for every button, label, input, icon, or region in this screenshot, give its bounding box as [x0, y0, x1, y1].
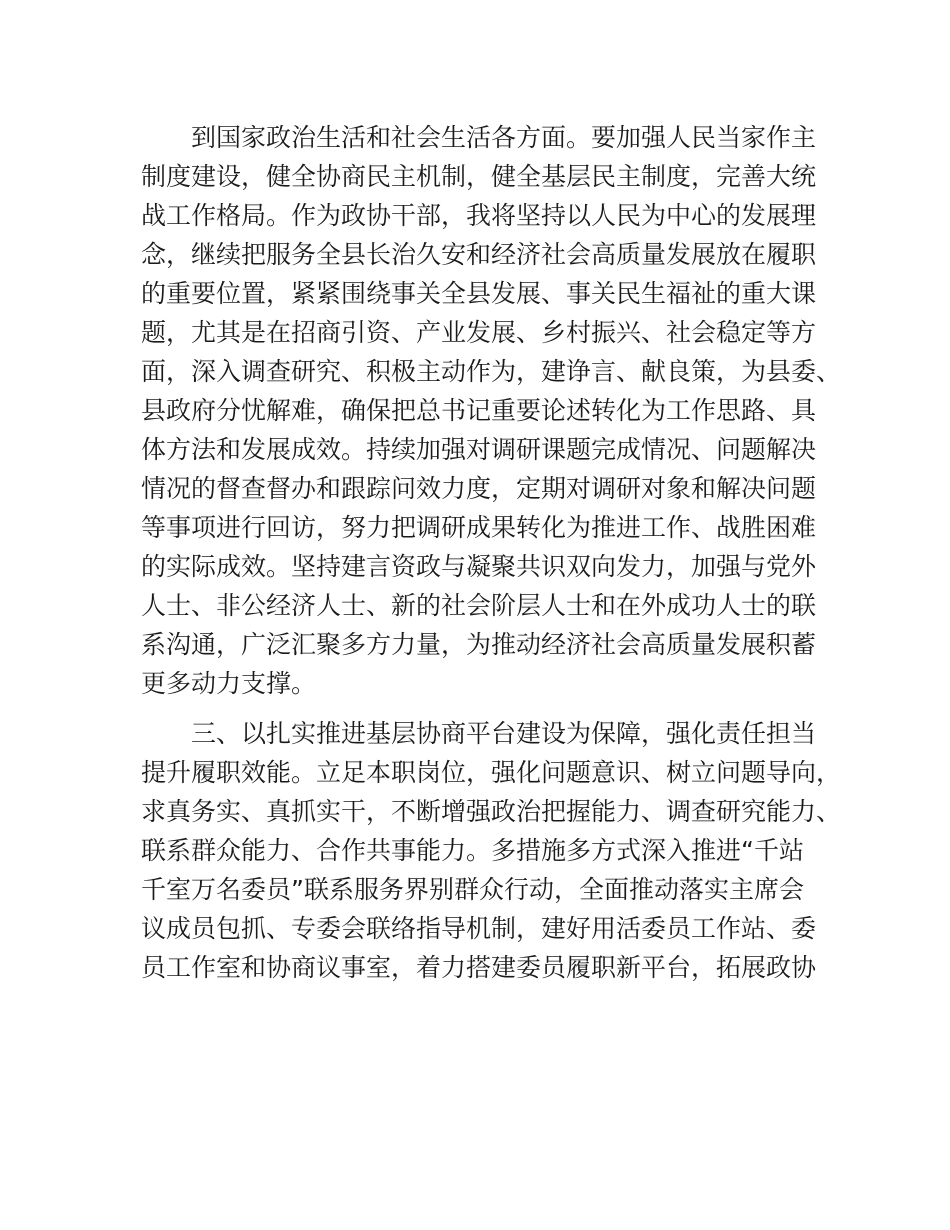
paragraph-1-line-1: 到国家政治生活和社会生活各方面。要加强人民当家作主 — [191, 123, 817, 152]
paragraph-1-line-5: 的重要位置，紧紧围绕事关全县发展、事关民生福祉的重大课 — [141, 279, 817, 308]
paragraph-2-line-1: 三、以扎实推进基层协商平台建设为保障，强化责任担当 — [191, 719, 817, 748]
paragraph-1-line-7: 面，深入调查研究、积极主动作为，建诤言、献良策，为县委、 — [141, 357, 842, 386]
paragraph-1-line-15: 更多动力支撑。 — [141, 669, 317, 698]
paragraph-1-line-13: 人士、非公经济人士、新的社会阶层人士和在外成功人士的联 — [141, 591, 817, 620]
paragraph-2-line-7: 员工作室和协商议事室，着力搭建委员履职新平台，拓展政协 — [141, 953, 817, 982]
paragraph-2-line-6: 议成员包抓、专委会联络指导机制，建好用活委员工作站、委 — [141, 914, 817, 943]
paragraph-1-line-8: 县政府分忧解难，确保把总书记重要论述转化为工作思路、具 — [141, 396, 817, 425]
document-body — [141, 118, 842, 987]
paragraph-2-line-2: 提升履职效能。立足本职岗位，强化问题意识、树立问题导向， — [141, 758, 842, 787]
paragraph-1-line-4: 念，继续把服务全县长治久安和经济社会高质量发展放在履职 — [141, 240, 817, 269]
paragraph-1-line-12: 的实际成效。坚持建言资政与凝聚共识双向发力，加强与党外 — [141, 552, 817, 581]
paragraph-1-line-3: 战工作格局。作为政协干部，我将坚持以人民为中心的发展理 — [141, 201, 817, 230]
paragraph-spacer — [141, 703, 831, 714]
paragraph-1-line-10: 情况的督查督办和跟踪问效力度，定期对调研对象和解决问题 — [141, 474, 817, 503]
paragraph-1-line-6: 题，尤其是在招商引资、产业发展、乡村振兴、社会稳定等方 — [141, 318, 817, 347]
paragraph-1-line-11: 等事项进行回访，努力把调研成果转化为推进工作、战胜困难 — [141, 513, 817, 542]
paragraph-2-line-4: 联系群众能力、合作共事能力。多措施多方式深入推进“千站 — [141, 836, 804, 865]
paragraph-1-line-14: 系沟通，广泛汇聚多方力量，为推动经济社会高质量发展积蓄 — [141, 630, 817, 659]
paragraph-2-line-5: 千室万名委员”联系服务界别群众行动，全面推动落实主席会 — [141, 875, 804, 904]
paragraph-2-line-3: 求真务实、真抓实干，不断增强政治把握能力、调查研究能力、 — [141, 797, 842, 826]
paragraph-1-line-9: 体方法和发展成效。持续加强对调研课题完成情况、问题解决 — [141, 435, 817, 464]
paragraph-1-line-2: 制度建设，健全协商民主机制，健全基层民主制度，完善大统 — [141, 162, 817, 191]
